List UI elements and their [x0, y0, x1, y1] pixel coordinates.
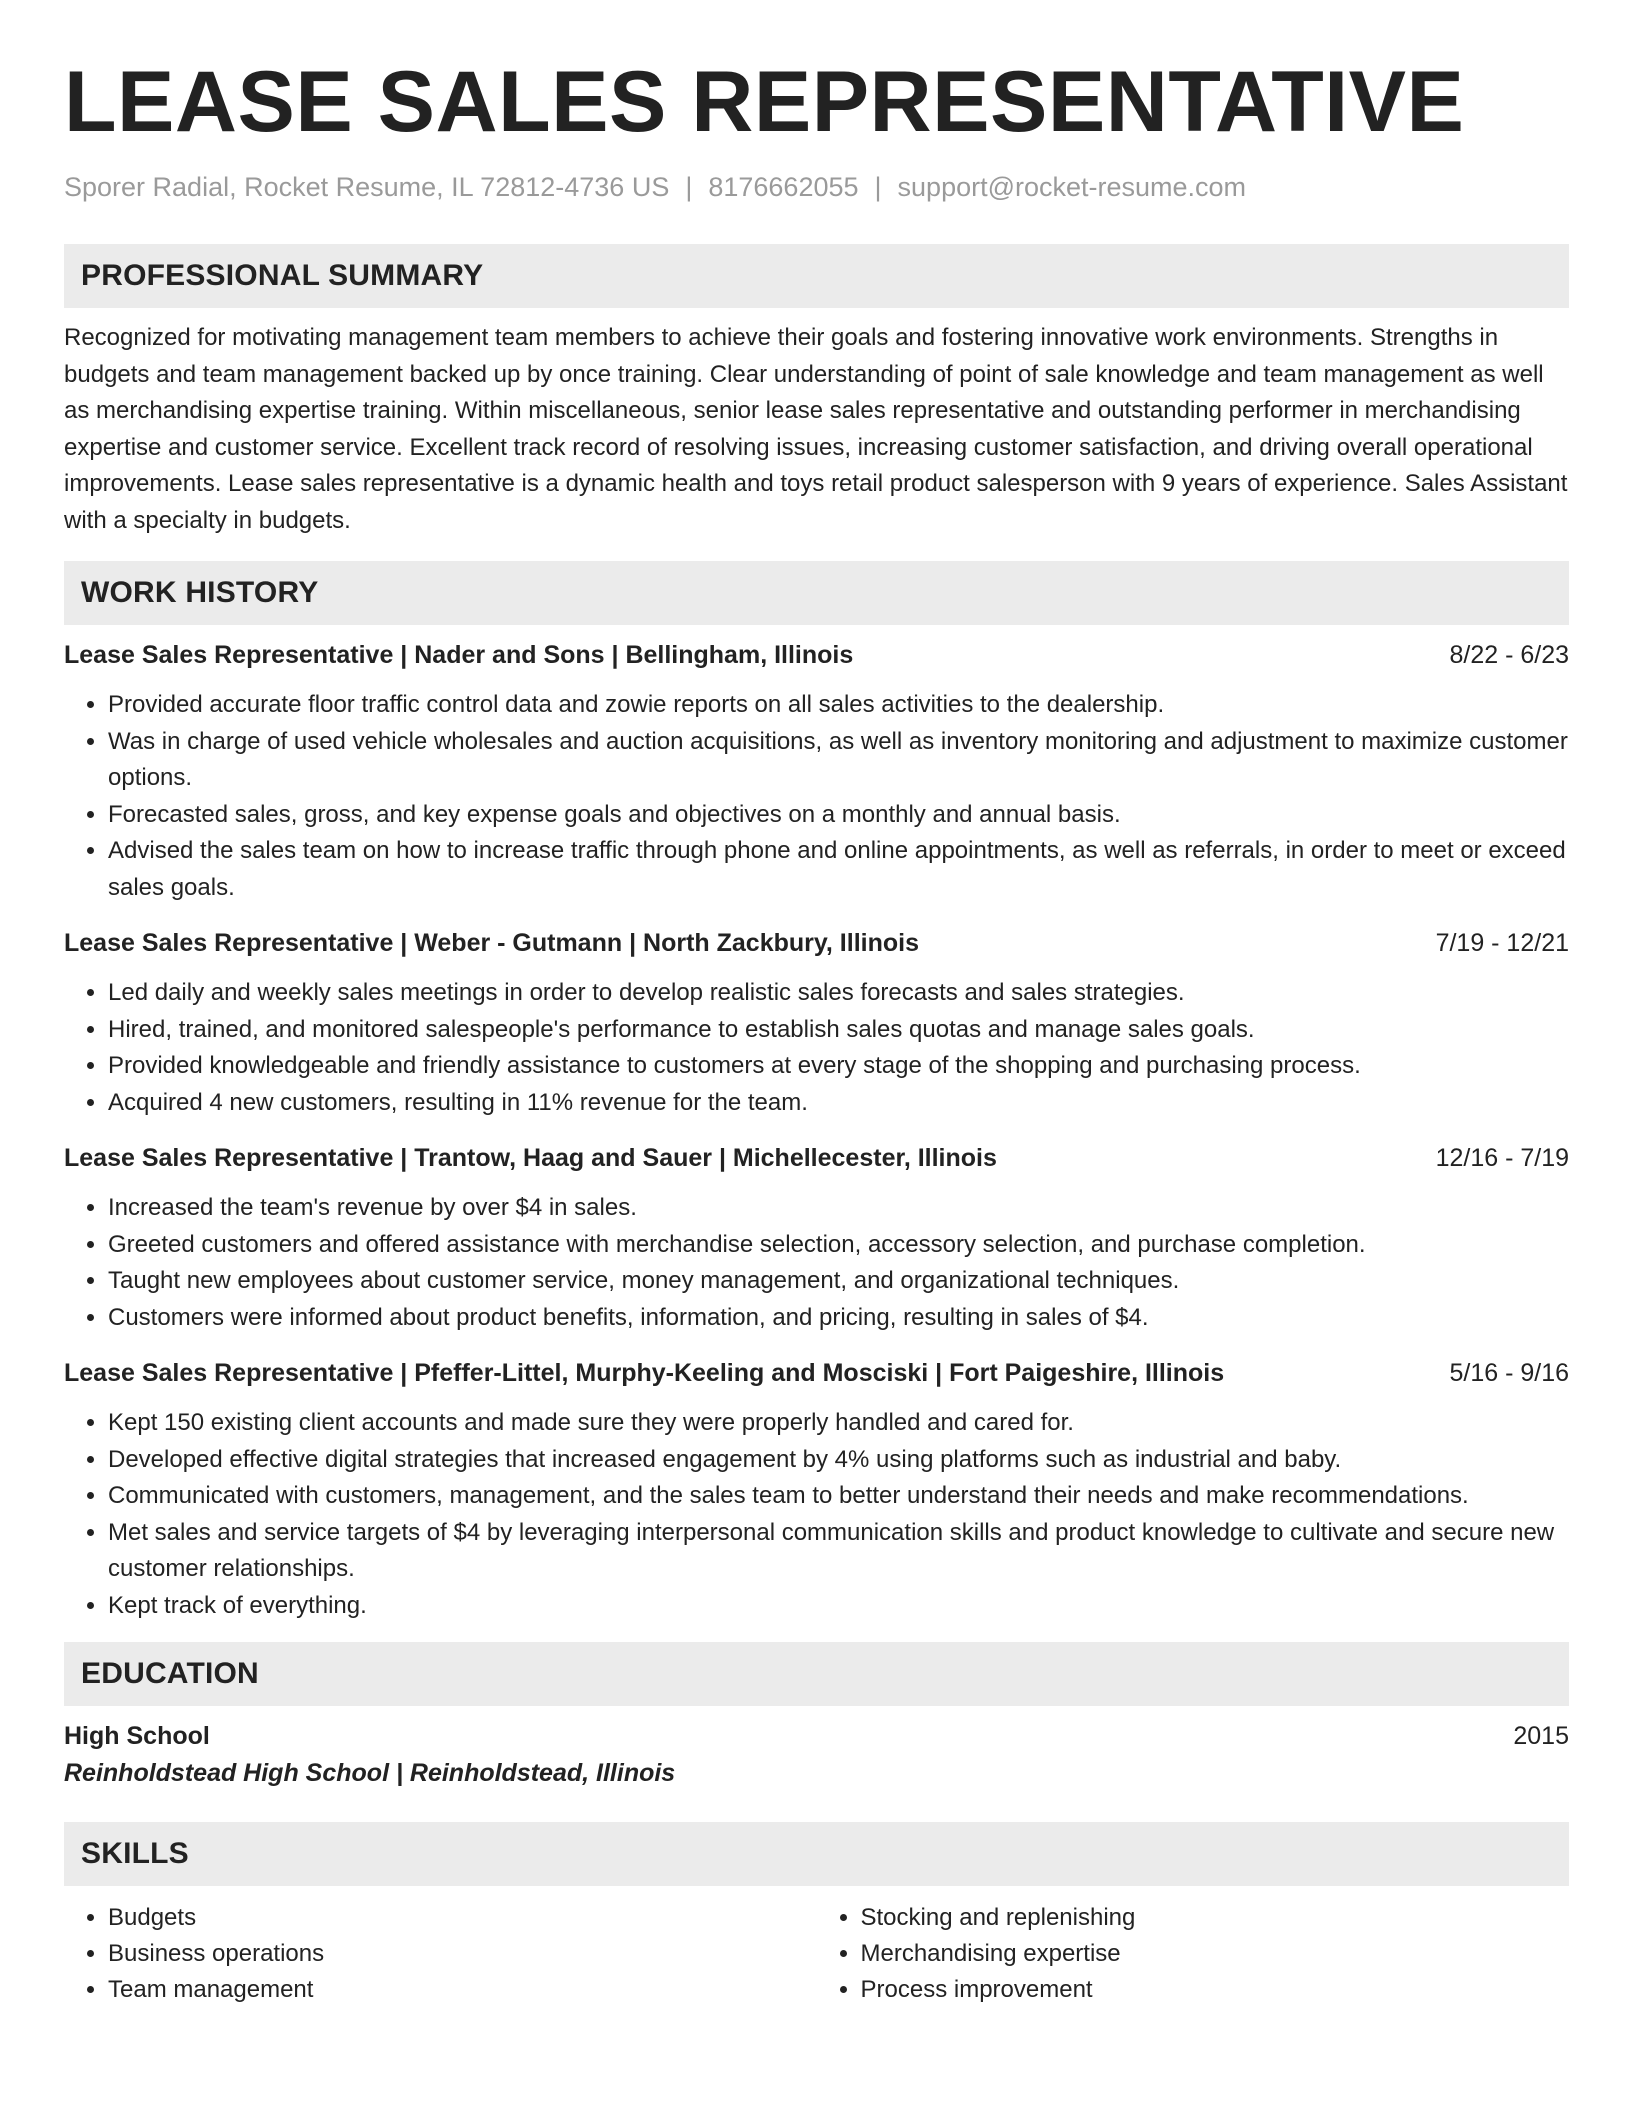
job-header — [64, 1355, 1569, 1391]
summary-heading: PROFESSIONAL SUMMARY — [64, 244, 1569, 308]
job-bullet: • Was in charge of used vehicle wholesales and auction acquisitions, as well as inventory monitoring and adjustment to maximize customer options. — [108, 724, 1569, 797]
job-bullet: • Advised the sales team on how to increase traffic through phone and online appointments, as well as referrals, in order to meet or exceed sales goals. — [108, 833, 1569, 906]
summary-text: Recognized for motivating management team members to achieve their goals and fostering innovative work environments. Strengths in budgets and team management backed up by once training. Clear understanding of point of sale knowledge and team management as well as merchandising expertise training. Within miscellaneous, senior lease sales representative and outstanding performer in merchandising expertise and customer service. Excellent track record of resolving issues, increasing customer satisfaction, and driving overall operational improvements. Lease sales representative is a dynamic health and toys retail product salesperson with 9 years of experience. Sales Assistant with a specialty in budgets. — [64, 324, 1568, 534]
job-dates: 8/22 - 6/23 — [1449, 641, 1569, 669]
education-entry — [64, 1718, 1569, 1792]
skills-column-left — [64, 1900, 817, 2008]
education-header — [64, 1718, 1569, 1754]
job-entry — [64, 637, 1569, 906]
job-header — [64, 925, 1569, 961]
job-bullet: • Customers were informed about product benefits, information, and pricing, resulting in sales of $4. — [108, 1300, 1569, 1337]
job-bullets — [64, 975, 1569, 1121]
contact-separator: | — [874, 172, 882, 202]
job-bullet: • Provided accurate floor traffic control data and zowie reports on all sales activities to the dealership. — [108, 687, 1569, 724]
job-bullet: • Greeted customers and offered assistance with merchandise selection, accessory selection, and purchase completion. — [108, 1227, 1569, 1264]
job-entry — [64, 1355, 1569, 1624]
job-entry — [64, 1140, 1569, 1336]
skills-column-right — [817, 1900, 1570, 2008]
job-entry — [64, 925, 1569, 1121]
job-bullet: • Communicated with customers, management, and the sales team to better understand their needs and make recommendations. — [108, 1478, 1569, 1515]
job-bullets — [64, 1405, 1569, 1624]
job-bullet: • Forecasted sales, gross, and key expense goals and objectives on a monthly and annual basis. — [108, 797, 1569, 834]
job-header — [64, 1140, 1569, 1176]
contact-email: support@rocket-resume.com — [897, 172, 1247, 202]
skill-item: • Merchandising expertise — [861, 1936, 1570, 1972]
skill-item: • Team management — [108, 1972, 817, 2008]
job-bullet: • Developed effective digital strategies that increased engagement by 4% using platforms such as industrial and baby. — [108, 1442, 1569, 1479]
job-title: Lease Sales Representative | Nader and Sons | Bellingham, Illinois — [64, 641, 854, 669]
job-dates: 12/16 - 7/19 — [1435, 1144, 1569, 1172]
contact-separator: | — [685, 172, 693, 202]
education-heading: EDUCATION — [64, 1642, 1569, 1706]
job-bullet: • Met sales and service targets of $4 by leveraging interpersonal communication skills and product knowledge to cultivate and secure new customer relationships. — [108, 1515, 1569, 1588]
job-dates: 7/19 - 12/21 — [1435, 929, 1569, 957]
job-bullet: • Provided knowledgeable and friendly assistance to customers at every stage of the shopping and purchasing process. — [108, 1048, 1569, 1085]
job-bullets — [64, 1190, 1569, 1336]
job-bullet: • Hired, trained, and monitored salespeople's performance to establish sales quotas and manage sales goals. — [108, 1012, 1569, 1049]
job-bullet: • Acquired 4 new customers, resulting in 11% revenue for the team. — [108, 1085, 1569, 1122]
job-bullet: • Increased the team's revenue by over $4 in sales. — [108, 1190, 1569, 1227]
job-title: Lease Sales Representative | Trantow, Haag and Sauer | Michellecester, Illinois — [64, 1144, 997, 1172]
skill-item: • Process improvement — [861, 1972, 1570, 2008]
job-bullets — [64, 687, 1569, 906]
skills-list — [64, 1900, 1569, 2008]
job-title: Lease Sales Representative | Pfeffer-Littel, Murphy-Keeling and Mosciski | Fort Paigeshire, Illinois — [64, 1359, 1225, 1387]
job-dates: 5/16 - 9/16 — [1449, 1359, 1569, 1387]
job-title: Lease Sales Representative | Weber - Gutmann | North Zackbury, Illinois — [64, 929, 919, 957]
job-bullet: • Taught new employees about customer service, money management, and organizational techniques. — [108, 1263, 1569, 1300]
candidate-name: LEASE SALES REPRESENTATIVE — [64, 54, 1465, 150]
job-bullet: • Kept 150 existing client accounts and made sure they were properly handled and cared for. — [108, 1405, 1569, 1442]
contact-phone: 8176662055 — [708, 172, 859, 202]
skills-heading: SKILLS — [64, 1822, 1569, 1886]
education-degree: High School — [64, 1722, 210, 1750]
job-bullet: • Led daily and weekly sales meetings in order to develop realistic sales forecasts and sales strategies. — [108, 975, 1569, 1012]
contact-line — [64, 170, 1569, 204]
skill-item: • Budgets — [108, 1900, 817, 1936]
education-year: 2015 — [1513, 1722, 1569, 1750]
contact-address: Sporer Radial, Rocket Resume, IL 72812-4736 US — [64, 172, 670, 202]
job-bullet: • Kept track of everything. — [108, 1588, 1569, 1625]
skill-item: • Business operations — [108, 1936, 817, 1972]
education-school: Reinholdstead High School | Reinholdstead, Illinois — [64, 1759, 676, 1787]
job-header — [64, 637, 1569, 673]
skill-item: • Stocking and replenishing — [861, 1900, 1570, 1936]
work-history-heading: WORK HISTORY — [64, 561, 1569, 625]
